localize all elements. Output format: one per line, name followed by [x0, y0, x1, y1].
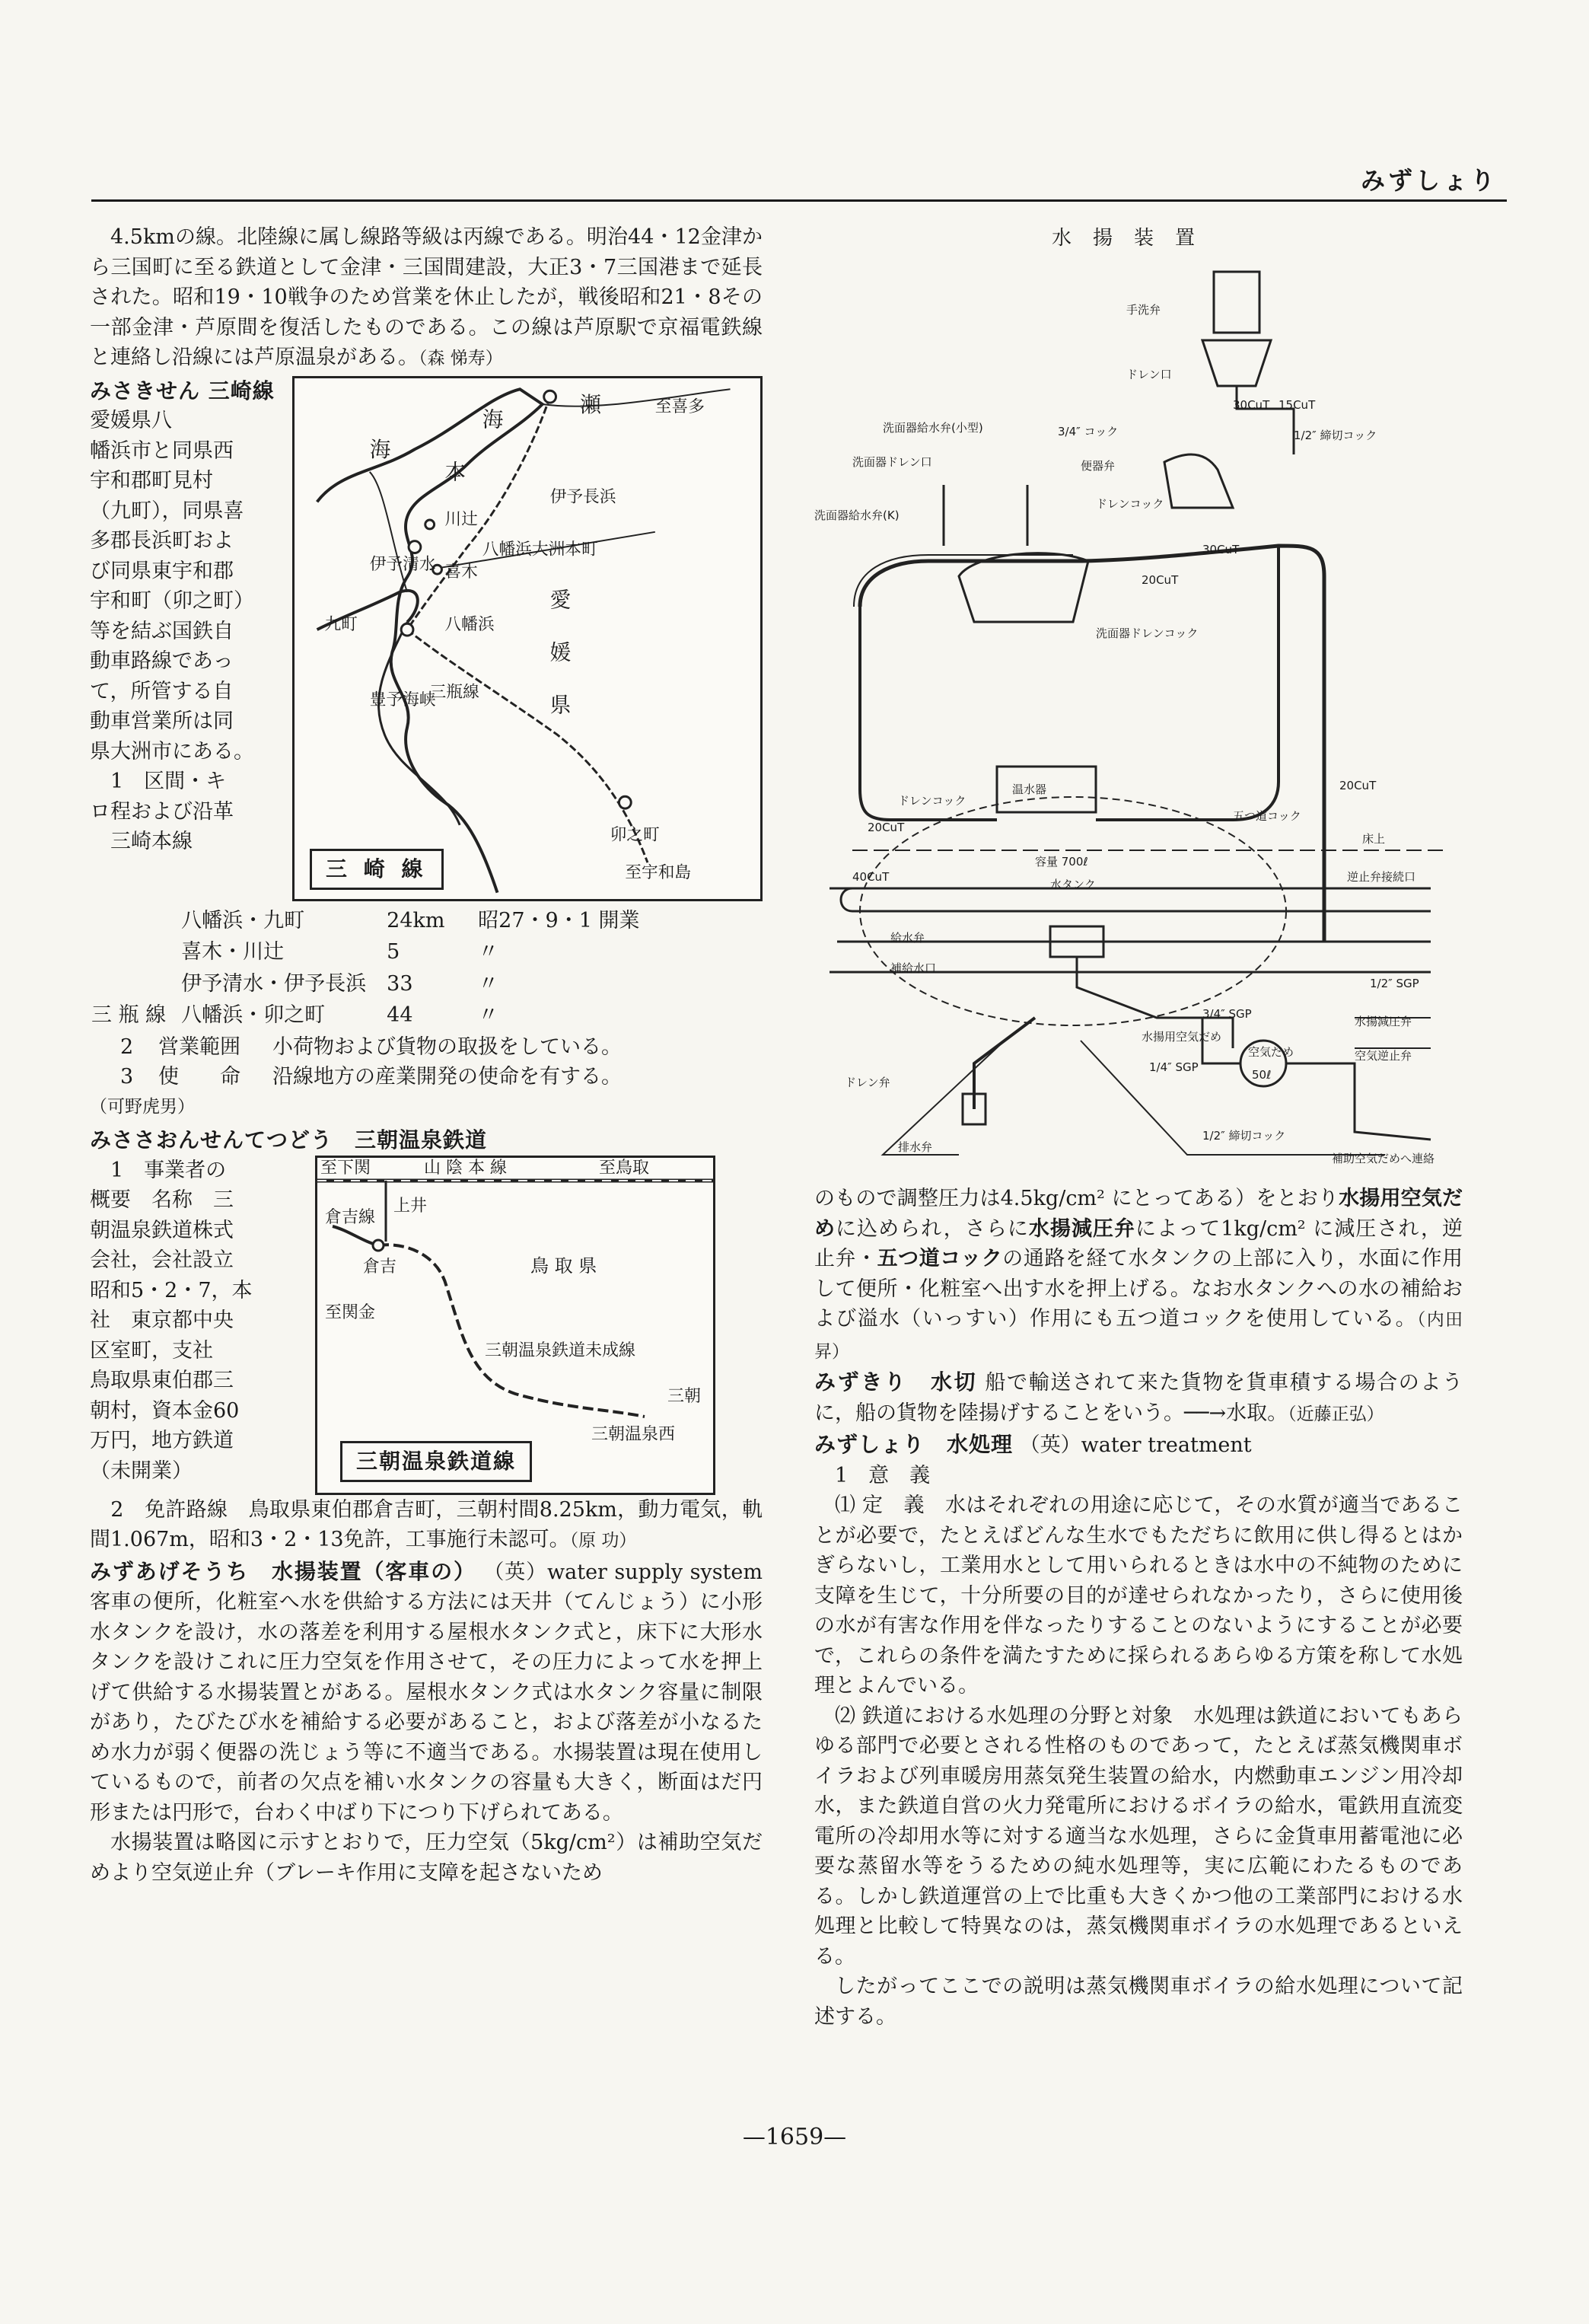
table-row: [91, 937, 653, 968]
body-line: 区室町，支社: [90, 1338, 213, 1363]
entry-mizushori: [814, 1430, 1463, 1461]
svg-text:瀬: 瀬: [580, 391, 601, 417]
table-cell-km: 5: [387, 940, 400, 964]
svg-text:20CuT: 20CuT: [1339, 779, 1377, 792]
svg-text:九町: 九町: [324, 614, 358, 634]
entry-mizuage: みずあげそうち 水揚装置（客車の） （英）water supply system 客車の便所，化粧室へ水を供給する方法には天井（てんじょう）に小形水タンクを設け，水の落差を利用する屋根水タンク式と，床下に大形水タンクを設けこれに圧力空気を作用させて，その圧力によって水を押上げて供給する水揚装置とがある。屋根水タンク式は水タンク容量に制限があり，たびたび水を補給する必要があること，および落差が小なるため水力が弱く便器の洗じょう等に不適当である。水揚装置は現在使用しているもので，前者の欠点を補い水タンクの容量も大きく，断面はだ円形または円形で，台わく中ばり下につり下げられてある。: [90, 1558, 763, 1825]
svg-text:40CuT: 40CuT: [852, 870, 890, 884]
mizushori-p3: したがってここでの説明は蒸気機関車ボイラの給水処理について記述する。: [814, 1975, 1463, 2029]
svg-text:県: 県: [549, 692, 572, 718]
svg-text:水揚減圧弁: 水揚減圧弁: [1355, 1015, 1412, 1028]
svg-text:川辻: 川辻: [444, 509, 478, 529]
mizushori-p2: ⑵ 鉄道における水処理の分野と対象 水処理は鉄道においてもあらゆる部門で必要とされる性格のものであって，たとえば蒸気機関車ボイラおよび列車暖房用蒸気発生装置の給水，内燃動車エンジン用冷却水，また鉄道自営の火力発電所におけるボイラの給水，電鉄用直流変電所の冷却用水等に対する適当な水処理，さらに金貨車用蓄電池に必要な蒸留水等をうるための純水処理等，実に広範にわたるものである。しかし鉄道運営の上で比重も大きくかつ他の工業部門における水処理と比較して特異なのは，蒸気機関車ボイラの水処理であるといえる。: [814, 1704, 1463, 1969]
svg-text:洗面器ドレン口: 洗面器ドレン口: [852, 455, 932, 469]
svg-text:洗面器ドレンコック: 洗面器ドレンコック: [1096, 626, 1199, 640]
svg-text:空気逆止弁: 空気逆止弁: [1355, 1049, 1412, 1063]
author: （可野虎男）: [90, 1096, 195, 1117]
body-line: 会社，会社設立: [90, 1248, 234, 1272]
list-item: [120, 1062, 763, 1092]
body-line: 動車営業所は同: [90, 709, 234, 733]
svg-text:温水器: 温水器: [1012, 783, 1047, 796]
headword-mizukiri: みずきり 水切: [814, 1369, 978, 1395]
svg-text:上井: 上井: [393, 1196, 428, 1216]
body-line: 概要 名称 三: [90, 1188, 234, 1212]
svg-text:15CuT: 15CuT: [1279, 398, 1316, 412]
misasa-body: [90, 1156, 272, 1487]
body-line: び同県東宇和郡: [90, 559, 234, 583]
list-item: [120, 1032, 763, 1063]
body-line: 幡浜市と同県西: [90, 438, 234, 463]
svg-text:1/2″ 締切コック: 1/2″ 締切コック: [1202, 1129, 1286, 1143]
table-cell-section: 八幡浜・九町: [181, 908, 305, 932]
headword-misasa-onsen: みささおんせんてつどう 三朝温泉鉄道: [90, 1127, 488, 1152]
svg-text:3/4″ SGP: 3/4″ SGP: [1202, 1007, 1252, 1021]
svg-text:ドレンコック: ドレンコック: [898, 794, 966, 808]
svg-text:3/4″ コック: 3/4″ コック: [1058, 425, 1119, 438]
headword-misakisen: みさきせん 三崎線: [90, 378, 275, 403]
svg-text:30CuT: 30CuT: [1202, 543, 1240, 556]
svg-text:伊予清水: 伊予清水: [369, 554, 436, 574]
right-column: [814, 1184, 1463, 2032]
table-cell-section: 八幡浜・卯之町: [181, 1003, 326, 1027]
svg-text:八幡浜大洲本町: 八幡浜大洲本町: [482, 539, 598, 559]
svg-text:20CuT: 20CuT: [868, 821, 905, 834]
svg-text:1/2″ 締切コック: 1/2″ 締切コック: [1294, 429, 1377, 442]
table-row: [91, 1000, 653, 1031]
svg-text:逆止弁接続口: 逆止弁接続口: [1347, 870, 1416, 884]
headword-mizushori: みずしょり 水処理: [814, 1432, 1014, 1457]
svg-text:海: 海: [369, 436, 391, 462]
svg-text:至鳥取: 至鳥取: [599, 1158, 650, 1178]
misasa-license: 2 免許路線 鳥取県東伯郡倉吉町，三朝村間8.25km，動力電気，軌間1.067m，昭和3・2・13免許，工事施行未認可。（原 功）: [90, 1497, 763, 1551]
svg-text:喜木: 喜木: [444, 562, 478, 582]
svg-text:50ℓ: 50ℓ: [1252, 1068, 1272, 1082]
table-cell-date: 〃: [478, 940, 499, 964]
body-line: 社 東京都中央: [90, 1309, 234, 1332]
misaki-line-map: [292, 376, 763, 901]
table-cell-line: [91, 906, 180, 936]
author: （森 悌寿）: [419, 349, 503, 368]
svg-text:補助空気だめへ連絡: 補助空気だめへ連絡: [1332, 1152, 1435, 1165]
table-cell-line: 三 瓶 線: [91, 1003, 167, 1027]
business-text: 沿線地方の産業開発の使命を有する。: [272, 1065, 622, 1089]
svg-text:卯之町: 卯之町: [610, 825, 660, 845]
business-label: 使 命: [158, 1065, 240, 1089]
body-line: 宇和郡町見村: [90, 469, 213, 493]
table-row: [91, 906, 653, 936]
body-line: 朝村，資本金60: [90, 1398, 240, 1423]
svg-text:豊予海峡: 豊予海峡: [369, 690, 436, 709]
entry-mizukiri: みずきり 水切 船で輸送されて来た貨物を貨車積する場合のように，船の貨物を陸揚げすることをいう。──→水取。（近藤正弘）: [814, 1369, 1463, 1425]
business-text: 小荷物および貨物の取扱をしている。: [272, 1034, 622, 1059]
body-line: 県大洲市にある。: [90, 739, 254, 764]
svg-text:伊予長浜: 伊予長浜: [549, 486, 616, 506]
body-line: 朝温泉鉄道株式: [90, 1218, 234, 1242]
svg-text:30CuT: 30CuT: [1233, 398, 1270, 412]
table-cell-line: [91, 937, 180, 968]
body-line: 1 区間・キ: [90, 770, 227, 793]
misaki-sections-table: [90, 904, 654, 1032]
table-cell-km: 44: [387, 1003, 413, 1027]
headword-mizuage: みずあげそうち 水揚装置（客車の）: [90, 1558, 476, 1584]
table-row: [91, 969, 653, 999]
body-line: 宇和町（卯之町）: [90, 589, 254, 613]
table-cell-km: 33: [387, 971, 413, 996]
business-label: 営業範囲: [158, 1034, 240, 1059]
svg-text:水タンク: 水タンク: [1050, 878, 1096, 891]
svg-text:空気だめ: 空気だめ: [1248, 1045, 1294, 1059]
svg-text:1/2″ SGP: 1/2″ SGP: [1370, 977, 1419, 990]
page-number: —1659—: [742, 2124, 847, 2150]
mizuage-p2: 水揚装置は略図に示すとおりで，圧力空気（5kg/cm²）は補助空気だめより空気逆止弁（ブレーキ作用に支障を起さないため: [90, 1831, 763, 1885]
diagram-svg: [807, 257, 1461, 1170]
running-head: みずしょり: [1360, 166, 1498, 195]
svg-text:五つ道コック: 五つ道コック: [1233, 809, 1301, 823]
misasa-line-map: [315, 1156, 715, 1495]
svg-text:鳥 取 県: 鳥 取 県: [530, 1254, 597, 1277]
table-cell-section: 伊予清水・伊予長浜: [181, 971, 367, 996]
body-line: 1 事業者の: [90, 1158, 227, 1182]
svg-text:手洗弁: 手洗弁: [1126, 303, 1161, 317]
body-line: て，所管する自: [90, 679, 234, 703]
svg-text:ドレン口: ドレン口: [1126, 368, 1172, 381]
body-line: 鳥取県東伯郡三: [90, 1369, 234, 1392]
svg-text:洗面器給水弁(小型): 洗面器給水弁(小型): [883, 421, 983, 435]
svg-text:補給水口: 補給水口: [890, 961, 937, 975]
body-line: （九町），同県喜: [90, 499, 244, 523]
table-cell-line: [91, 969, 180, 999]
left-column: [90, 222, 763, 1888]
svg-text:三朝温泉鉄道未成線: 三朝温泉鉄道未成線: [485, 1341, 636, 1360]
svg-text:至喜多: 至喜多: [654, 397, 705, 416]
svg-text:床上: 床上: [1362, 832, 1386, 846]
section-heading: 1 意 義: [814, 1463, 931, 1487]
svg-text:20CuT: 20CuT: [1142, 573, 1179, 587]
misaki-body: [90, 406, 280, 857]
misaki-map-label: 三 崎 線: [310, 849, 444, 890]
body-line: ロ程および沿革: [90, 799, 234, 824]
table-cell-section: 喜木・川辻: [181, 940, 285, 964]
svg-text:至宇和島: 至宇和島: [625, 862, 692, 882]
mizushori-p1: ⑴ 定 義 水はそれぞれの用途に応じて，その水質が適当であることが必要で，たとえばどんな生水でもただちに飲用に供し得るとはかぎらないし，工業用水として用いられるときは水中の不純物のために支障を生じて，十分所要の目的が達せられなかったり，さらに使用後の水が有害な作用を伴なったりすることのないようにすることが必要で，これらの条件を満たすために採られるあらゆる方策を称して水処理とよんでいる。: [814, 1494, 1463, 1698]
svg-text:至下関: 至下関: [320, 1158, 371, 1178]
misaki-map-svg: [295, 378, 760, 899]
svg-text:海: 海: [482, 406, 504, 432]
svg-text:ドレン弁: ドレン弁: [845, 1076, 890, 1089]
table-cell-date: 昭27・9・1 開業: [478, 908, 640, 932]
svg-text:水揚用空気だめ: 水揚用空気だめ: [1142, 1030, 1222, 1044]
svg-text:愛: 愛: [549, 587, 572, 613]
misasa-map-label: 三朝温泉鉄道線: [340, 1441, 532, 1482]
table-cell-date: 〃: [478, 1003, 499, 1027]
prev-entry-continuation: 4.5kmの線。北陸線に属し線路等級は丙線である。明治44・12金津から三国町に至る鉄道として金津・三国間建設，大正3・7三国港まで延長された。昭和19・10戦争のため営業を休止したが，戦後昭和21・8その一部金津・芦原間を復活したものである。この線は芦原駅で京福電鉄線と連絡し沿線には芦原温泉がある。（森 悌寿）: [90, 225, 763, 369]
svg-text:三朝温泉西: 三朝温泉西: [591, 1424, 676, 1444]
svg-text:八幡浜: 八幡浜: [444, 614, 495, 634]
svg-text:媛: 媛: [549, 639, 572, 665]
table-cell-date: 〃: [478, 971, 499, 996]
english-term: （英）water supply system: [483, 1560, 763, 1584]
svg-text:本: 本: [444, 459, 467, 485]
table-cell-km: 24km: [387, 908, 445, 932]
svg-text:倉吉: 倉吉: [363, 1257, 397, 1277]
svg-text:給水弁: 給水弁: [890, 931, 925, 945]
body-line: 動車路線であっ: [90, 649, 234, 673]
business-num: 2: [120, 1034, 134, 1059]
svg-text:排水弁: 排水弁: [898, 1140, 933, 1154]
svg-text:ドレンコック: ドレンコック: [1096, 497, 1164, 511]
body-line: 多郡長浜町およ: [90, 529, 234, 553]
mizuage-continuation: のもので調整圧力は4.5kg/cm² にとってある）をとおり水揚用空気だめに込められ，さらに水揚減圧弁によって1kg/cm² に減圧され，逆止弁・五つ道コックの通路を経て水タンクの上部に入り，水面に作用して便所・化粧室へ出す水を押上げる。なお水タンクへの水の補給および溢水（いっすい）作用にも五つ道コックを使用している。（内田 昇）: [814, 1187, 1463, 1362]
svg-text:洗面器給水弁(K): 洗面器給水弁(K): [814, 508, 900, 522]
svg-text:三朝: 三朝: [667, 1386, 702, 1406]
svg-text:倉吉線: 倉吉線: [325, 1207, 376, 1227]
svg-text:便器弁: 便器弁: [1081, 459, 1116, 473]
body-line: 愛媛県八: [90, 409, 172, 432]
svg-text:容量 700ℓ: 容量 700ℓ: [1035, 855, 1088, 869]
misaki-business: [90, 1032, 763, 1092]
body-line: 三崎本線: [90, 830, 193, 853]
diagram-title: 水揚装置: [1051, 227, 1216, 250]
svg-text:至関金: 至関金: [325, 1302, 376, 1322]
english-term: （英）water treatment: [1019, 1433, 1252, 1457]
body-line: 等を結ぶ国鉄自: [90, 619, 234, 643]
body-line: 万円，地方鉄道: [90, 1429, 234, 1452]
svg-text:三瓶線: 三瓶線: [429, 682, 479, 702]
svg-text:1/4″ SGP: 1/4″ SGP: [1149, 1060, 1199, 1074]
header-rule: [91, 199, 1507, 202]
body-line: （未開業）: [90, 1458, 193, 1483]
water-supply-diagram: [807, 222, 1461, 1166]
body-line: 昭和5・2・7，本: [90, 1278, 253, 1302]
svg-text:山 陰 本 線: 山 陰 本 線: [424, 1158, 507, 1178]
business-num: 3: [120, 1065, 134, 1089]
